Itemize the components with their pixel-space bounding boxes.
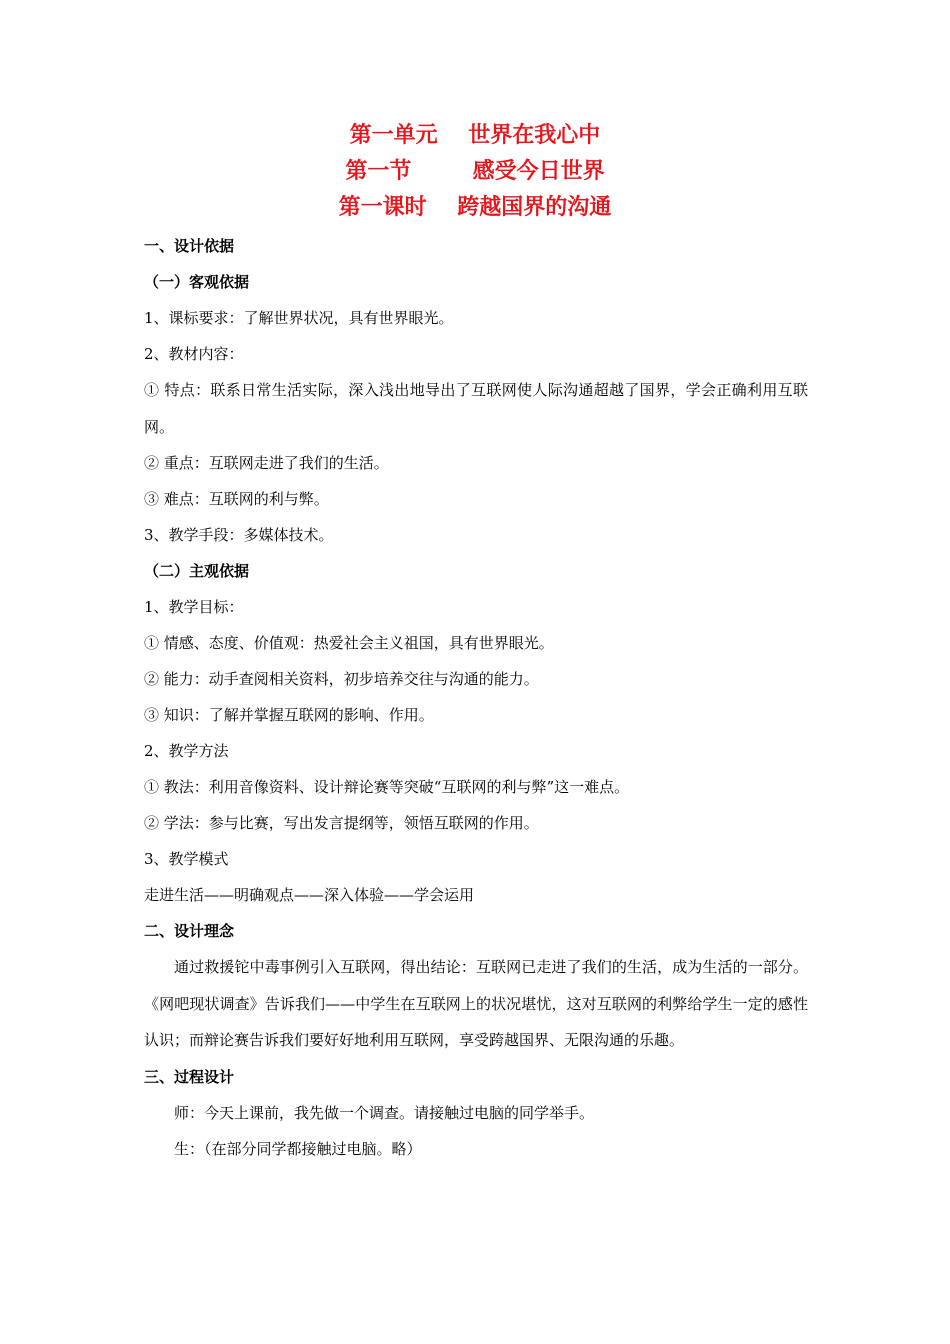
list-item: ② 重点：互联网走进了我们的生活。 (144, 454, 389, 472)
section-title: 第一节 感受今日世界 (345, 159, 605, 184)
list-item: ② 学法：参与比赛，写出发言提纲等，领悟互联网的作用。 (144, 814, 539, 832)
teaching-mode-text: 走进生活——明确观点——深入体验——学会运用 (144, 886, 475, 904)
list-item: ① 教法：利用音像资料、设计辩论赛等突破“互联网的利与弊”这一难点。 (144, 778, 630, 796)
subheading-objective-basis: （一）客观依据 (144, 273, 250, 291)
dialogue-student: 生：（在部分同学都接触过电脑。略） (174, 1139, 422, 1158)
list-item: 2、教材内容： (144, 345, 244, 363)
lesson-title: 第一课时 跨越国界的沟通 (338, 195, 612, 220)
list-item: ③ 难点：互联网的利与弊。 (144, 490, 329, 508)
section-heading-process-design: 三、过程设计 (144, 1067, 235, 1086)
subheading-subjective-basis: （二）主观依据 (144, 562, 250, 580)
list-item: ③ 知识：了解并掌握互联网的影响、作用。 (144, 706, 434, 724)
features-text: ① 特点：联系日常生活实际，深入浅出地导出了互联网使人际沟通超越了国界，学会正确利用互联网。 (144, 381, 808, 436)
list-item-wrapped (144, 372, 808, 445)
title-block (0, 118, 950, 226)
paragraph-text: 通过救援铊中毒事例引入互联网，得出结论：互联网已走进了我们的生活，成为生活的一部分。《网吧现状调查》告诉我们——中学生在互联网上的状况堪忧，这对互联网的利弊给学生一定的感性认识；而辩论赛告诉我们要好好地利用互联网，享受跨越国界、无限沟通的乐趣。 (144, 958, 808, 1049)
list-item: 1、教学目标： (144, 598, 244, 616)
document-body (144, 228, 808, 1167)
design-concept-paragraph (144, 949, 808, 1059)
list-item: ① 情感、态度、价值观：热爱社会主义祖国，具有世界眼光。 (144, 634, 554, 652)
list-item: 3、教学手段：多媒体技术。 (144, 526, 334, 544)
list-item: 3、教学模式 (144, 850, 229, 868)
list-item: ② 能力：动手查阅相关资料，初步培养交往与沟通的能力。 (144, 670, 539, 688)
unit-title: 第一单元 世界在我心中 (349, 123, 601, 148)
list-item: 2、教学方法 (144, 742, 229, 760)
section-heading-design-basis: 一、设计依据 (144, 237, 235, 255)
section-heading-design-concept: 二、设计理念 (144, 922, 235, 940)
dialogue-teacher: 师：今天上课前，我先做一个调查。请接触过电脑的同学举手。 (174, 1103, 595, 1122)
list-item: 1、课标要求：了解世界状况，具有世界眼光。 (144, 309, 454, 327)
